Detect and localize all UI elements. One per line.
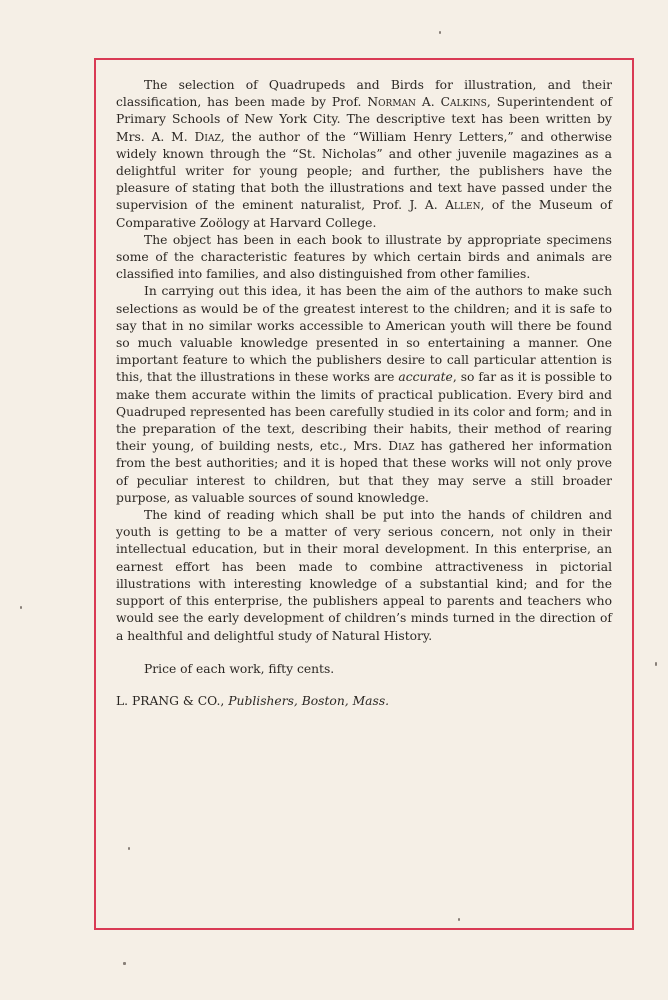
paper-speck xyxy=(439,31,441,34)
paper-speck xyxy=(20,606,22,609)
author-name: A. M. Diaz xyxy=(151,129,221,144)
paragraph-reading: The kind of reading which shall be put into the hands of children and youth is getting to be a matter of very serious concern, not only in their intellectual education, but in their moral development. In this enterprise, an earnest effort has been made to combine attractiveness in pictorial illustrations with interesting knowledge of a substantial kind; and for the support of this enterprise, the publishers appeal to parents and teachers who would see the early development of children’s minds turned in the direction of a healthful and delightful study of Natural History. xyxy=(116,508,612,643)
author-name: J. A. Allen xyxy=(409,198,481,213)
paper-speck xyxy=(458,918,460,921)
publisher-state: Mass. xyxy=(352,693,390,708)
paragraph-object: The object has been in each book to illustrate by appropriate specimens some of the characteristic features by which certain birds and animals are classified into families, and also distinguished from other families. xyxy=(116,232,612,282)
paragraph-selection: The selection of Quadrupeds and Birds for illustration, and their classification, has been made by Prof. Norman A. Calkins, Superintendent of Primary Schools of New York City. The descriptive text has been written by Mrs. A. M. Diaz, the author of the “William Henry Letters,” and otherwise widely known through the “St. Nicholas” and other juvenile magazines as a delightful writer for young people; and further, the publishers have the pleasure of stating that both the illustrations and text have passed under the supervision of the eminent naturalist, Prof. J. A. Allen, of the Museum of Comparative Zoölogy at Harvard College. xyxy=(116,78,613,230)
publisher-name: L. PRANG & CO., xyxy=(116,693,225,708)
publisher-imprint xyxy=(116,693,612,710)
publisher-city: Boston, xyxy=(301,693,349,708)
publisher-role: Publishers, xyxy=(228,693,298,708)
emphasis: accurate xyxy=(398,370,453,385)
author-name: Diaz xyxy=(388,439,415,454)
paper-speck xyxy=(123,962,126,965)
publisher-notice xyxy=(116,77,612,710)
price-line: Price of each work, fifty cents. xyxy=(144,661,335,676)
paper-speck xyxy=(128,847,130,850)
author-name: Norman A. Calkins xyxy=(367,95,487,110)
paragraph-aim: In carrying out this idea, it has been the aim of the authors to make such selections as would be of the greatest interest to the children; and it is safe to say that in no similar works accessible to American youth will there be found so much valuable knowledge presented in so entertaining a manner. One important feature to which the publishers desire to call particular attention is this, that the illustrations in these works are accurate, so far as it is possible to make them accurate within the limits of practical publication. Every bird and Quadruped represented has been carefully studied in its color and form; and in the preparation of the text, describing their habits, their method of rearing their young, of building nests, etc., Mrs. Diaz has gathered her information from the best authorities; and it is hoped that these works will not only prove of peculiar interest to children, but that they may serve a still broader purpose, as valuable sources of sound knowledge. xyxy=(116,284,612,505)
paper-speck xyxy=(655,662,657,666)
